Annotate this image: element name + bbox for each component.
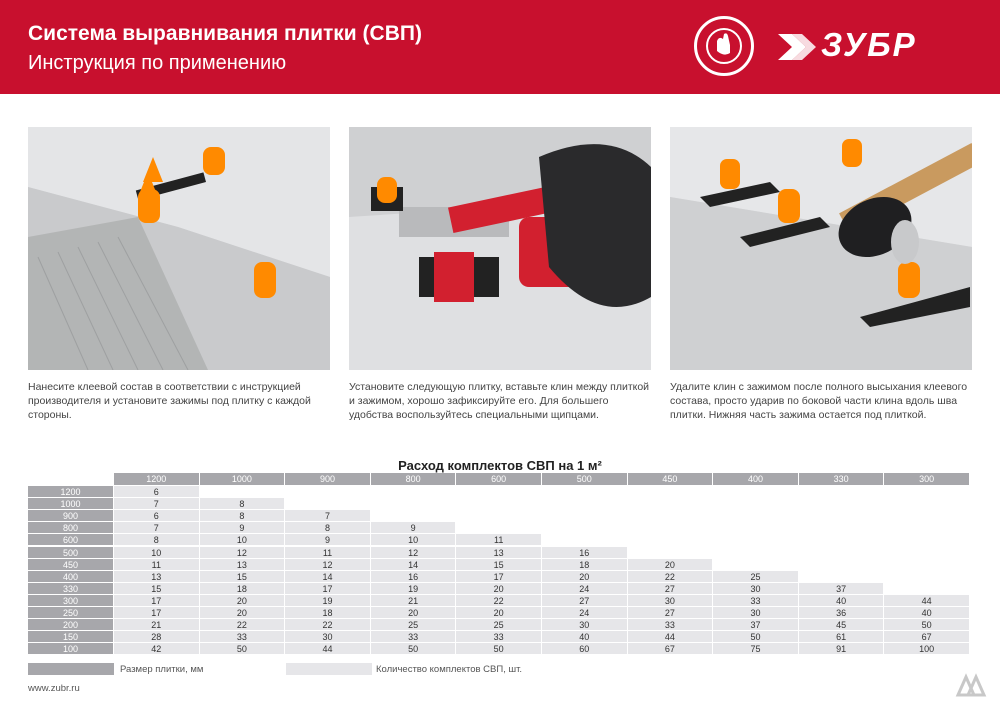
table-cell: 9 — [371, 522, 456, 533]
table-cell: 27 — [628, 607, 713, 618]
table-cell: 17 — [456, 571, 541, 582]
table-cell: 40 — [799, 595, 884, 606]
table-cell: 22 — [285, 619, 370, 630]
table-cell: 25 — [371, 619, 456, 630]
table-cell: 17 — [114, 607, 199, 618]
row-header: 800 — [28, 522, 113, 533]
column-header: 900 — [285, 473, 370, 485]
table-cell: 19 — [371, 583, 456, 594]
table-cell: 10 — [200, 534, 285, 545]
table-cell: 8 — [200, 498, 285, 509]
website-link[interactable]: www.zubr.ru — [28, 683, 80, 694]
table-cell: 37 — [713, 619, 798, 630]
table-cell: 91 — [799, 643, 884, 654]
column-header: 450 — [628, 473, 713, 485]
row-header: 600 — [28, 534, 113, 545]
table-cell: 11 — [285, 547, 370, 558]
table-cell: 19 — [285, 595, 370, 606]
table-cell: 61 — [799, 631, 884, 642]
best-brand-badge-icon — [694, 16, 754, 76]
table-cell: 44 — [285, 643, 370, 654]
table-cell: 75 — [713, 643, 798, 654]
page-subtitle: Инструкция по применению — [28, 52, 287, 74]
row-header: 900 — [28, 510, 113, 521]
table-cell: 7 — [285, 510, 370, 521]
table-cell: 37 — [799, 583, 884, 594]
table-cell: 20 — [456, 607, 541, 618]
table-cell: 44 — [628, 631, 713, 642]
row-header: 450 — [28, 559, 113, 570]
table-cell: 13 — [200, 559, 285, 570]
table-cell: 100 — [884, 643, 969, 654]
corner-mark-icon — [954, 673, 988, 699]
row-header: 100 — [28, 643, 113, 654]
row-header: 400 — [28, 571, 113, 582]
table-cell: 36 — [799, 607, 884, 618]
row-header: 1200 — [28, 486, 113, 497]
table-cell: 12 — [371, 547, 456, 558]
table-cell: 30 — [713, 583, 798, 594]
table-cell: 21 — [371, 595, 456, 606]
table-cell: 33 — [713, 595, 798, 606]
table-cell: 27 — [542, 595, 627, 606]
table-cell: 42 — [114, 643, 199, 654]
table-cell: 21 — [114, 619, 199, 630]
table-cell: 25 — [713, 571, 798, 582]
table-cell: 13 — [456, 547, 541, 558]
table-cell: 20 — [200, 595, 285, 606]
table-cell: 67 — [884, 631, 969, 642]
column-header: 330 — [799, 473, 884, 485]
table-cell: 15 — [200, 571, 285, 582]
column-header: 1200 — [114, 473, 199, 485]
table-cell: 40 — [542, 631, 627, 642]
page-title: Система выравнивания плитки (СВП) — [28, 22, 422, 45]
step-1-photo — [28, 127, 330, 370]
table-cell: 67 — [628, 643, 713, 654]
table-cell: 17 — [114, 595, 199, 606]
table-cell: 24 — [542, 583, 627, 594]
table-cell: 24 — [542, 607, 627, 618]
table-cell: 13 — [114, 571, 199, 582]
row-header: 1000 — [28, 498, 113, 509]
table-cell: 8 — [114, 534, 199, 545]
row-header: 250 — [28, 607, 113, 618]
table-cell: 30 — [285, 631, 370, 642]
table-cell: 8 — [200, 510, 285, 521]
table-cell: 40 — [884, 607, 969, 618]
table-cell: 15 — [114, 583, 199, 594]
table-cell: 33 — [200, 631, 285, 642]
table-cell: 50 — [456, 643, 541, 654]
table-cell: 20 — [456, 583, 541, 594]
column-header: 500 — [542, 473, 627, 485]
table-cell: 6 — [114, 510, 199, 521]
table-cell: 44 — [884, 595, 969, 606]
step-3-caption: Удалите клин с зажимом после полного высыхания клеевого состава, просто ударив по боковой части клина вдоль шва плитки. Нижняя часть зажима остается под плиткой. — [670, 381, 968, 421]
table-cell: 9 — [200, 522, 285, 533]
table-cell: 33 — [456, 631, 541, 642]
step-2-caption: Установите следующую плитку, вставьте клин между плиткой и зажимом, хорошо зафиксируйте его. Для большего удобства воспользуйтесь специальными щипцами. — [349, 381, 650, 421]
table-cell: 7 — [114, 498, 199, 509]
table-cell: 30 — [628, 595, 713, 606]
table-cell: 18 — [285, 607, 370, 618]
table-cell: 20 — [200, 607, 285, 618]
table-cell: 12 — [285, 559, 370, 570]
table-cell: 27 — [628, 583, 713, 594]
table-cell: 33 — [628, 619, 713, 630]
table-cell: 14 — [371, 559, 456, 570]
legend-count-swatch — [286, 663, 372, 675]
table-cell: 15 — [456, 559, 541, 570]
table-cell: 50 — [371, 643, 456, 654]
table-cell: 12 — [200, 547, 285, 558]
step-3-photo — [670, 127, 972, 370]
step-2-photo — [349, 127, 651, 370]
row-header: 150 — [28, 631, 113, 642]
table-cell: 16 — [371, 571, 456, 582]
table-cell: 17 — [285, 583, 370, 594]
column-header: 300 — [884, 473, 969, 485]
table-cell: 11 — [456, 534, 541, 545]
table-cell: 20 — [371, 607, 456, 618]
table-cell: 22 — [456, 595, 541, 606]
brand-logo: ЗУБР — [821, 26, 917, 63]
table-cell: 20 — [542, 571, 627, 582]
row-header: 200 — [28, 619, 113, 630]
step-1-caption: Нанесите клеевой состав в соответствии с инструкцией производителя и установите зажимы под плитку с каждой стороны. — [28, 381, 311, 421]
table-cell: 60 — [542, 643, 627, 654]
table-cell: 8 — [285, 522, 370, 533]
row-header: 300 — [28, 595, 113, 606]
table-cell: 50 — [713, 631, 798, 642]
table-cell: 22 — [200, 619, 285, 630]
header-banner — [0, 0, 1000, 94]
table-cell: 18 — [200, 583, 285, 594]
legend-count-label: Количество комплектов СВП, шт. — [376, 664, 523, 675]
table-cell: 10 — [371, 534, 456, 545]
table-cell: 18 — [542, 559, 627, 570]
table-cell: 16 — [542, 547, 627, 558]
table-cell: 6 — [114, 486, 199, 497]
table-cell: 14 — [285, 571, 370, 582]
table-cell: 33 — [371, 631, 456, 642]
table-cell: 30 — [542, 619, 627, 630]
table-cell: 9 — [285, 534, 370, 545]
row-header: 330 — [28, 583, 113, 594]
table-title: Расход комплектов СВП на 1 м² — [398, 458, 602, 473]
table-cell: 11 — [114, 559, 199, 570]
table-cell: 7 — [114, 522, 199, 533]
legend-size-swatch — [28, 663, 114, 675]
table-cell: 30 — [713, 607, 798, 618]
table-cell: 25 — [456, 619, 541, 630]
table-cell: 50 — [884, 619, 969, 630]
table-cell: 50 — [200, 643, 285, 654]
column-header: 800 — [371, 473, 456, 485]
table-cell: 28 — [114, 631, 199, 642]
table-cell: 22 — [628, 571, 713, 582]
row-header: 500 — [28, 547, 113, 558]
table-cell: 20 — [628, 559, 713, 570]
zubr-arrow-logo-icon — [778, 28, 818, 66]
table-cell: 10 — [114, 547, 199, 558]
table-cell: 45 — [799, 619, 884, 630]
column-header: 600 — [456, 473, 541, 485]
column-header: 1000 — [200, 473, 285, 485]
column-header: 400 — [713, 473, 798, 485]
legend-size-label: Размер плитки, мм — [120, 664, 204, 675]
